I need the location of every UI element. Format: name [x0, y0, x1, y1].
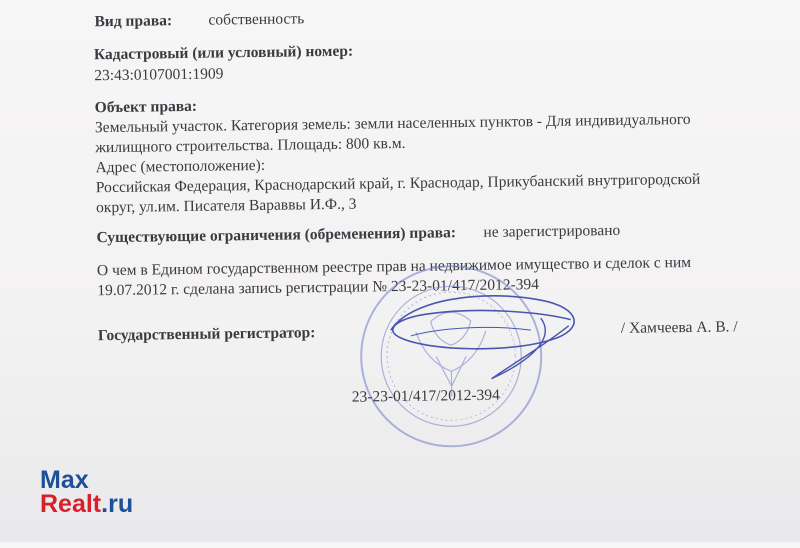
record-line-1: О чем в Едином государственном реестре прав на недвижимое имущество и сделок с ним — [96, 253, 692, 280]
object-line-1: Земельный участок. Категория земель: земли населенных пунктов - Для индивидуального — [94, 110, 691, 137]
registrar-label: Государственный регистратор: — [97, 324, 316, 345]
address-label: Адрес (местоположение): — [95, 156, 266, 177]
watermark-max-text: Max — [40, 466, 89, 494]
record-line-2: 19.07.2012 г. сделана запись регистрации № 23-23-01/417/2012-394 — [97, 276, 540, 300]
restrictions-value: не зарегистрировано — [483, 221, 621, 241]
stamp-record-number: 23-23-01/417/2012-394 — [351, 386, 500, 406]
registrar-name: / Хамчеева А. В. / — [620, 318, 738, 337]
watermark-realt-text — [40, 492, 133, 516]
cadastral-value: 23:43:0107001:1909 — [94, 65, 224, 85]
watermark-realt-word: Realt — [40, 490, 102, 518]
address-line-1: Российская Федерация, Краснодарский край, г. Краснодар, Прикубанский внутригородской — [95, 170, 701, 197]
signature-icon — [370, 277, 602, 390]
right-type-label: Вид права: — [94, 12, 173, 31]
maxrealt-watermark-logo — [40, 468, 133, 516]
right-type-value: собственность — [208, 10, 305, 29]
cadastral-label: Кадастровый (или условный) номер: — [93, 42, 354, 64]
object-line-2: жилищного строительства. Площадь: 800 кв.м. — [95, 134, 406, 157]
object-label: Объект права: — [94, 97, 198, 117]
restrictions-label: Существующие ограничения (обременения) права: — [96, 224, 457, 247]
address-line-2: округ, ул.им. Писателя Вараввы И.Ф., 3 — [95, 195, 357, 217]
watermark-ru-suffix: .ru — [101, 490, 134, 518]
